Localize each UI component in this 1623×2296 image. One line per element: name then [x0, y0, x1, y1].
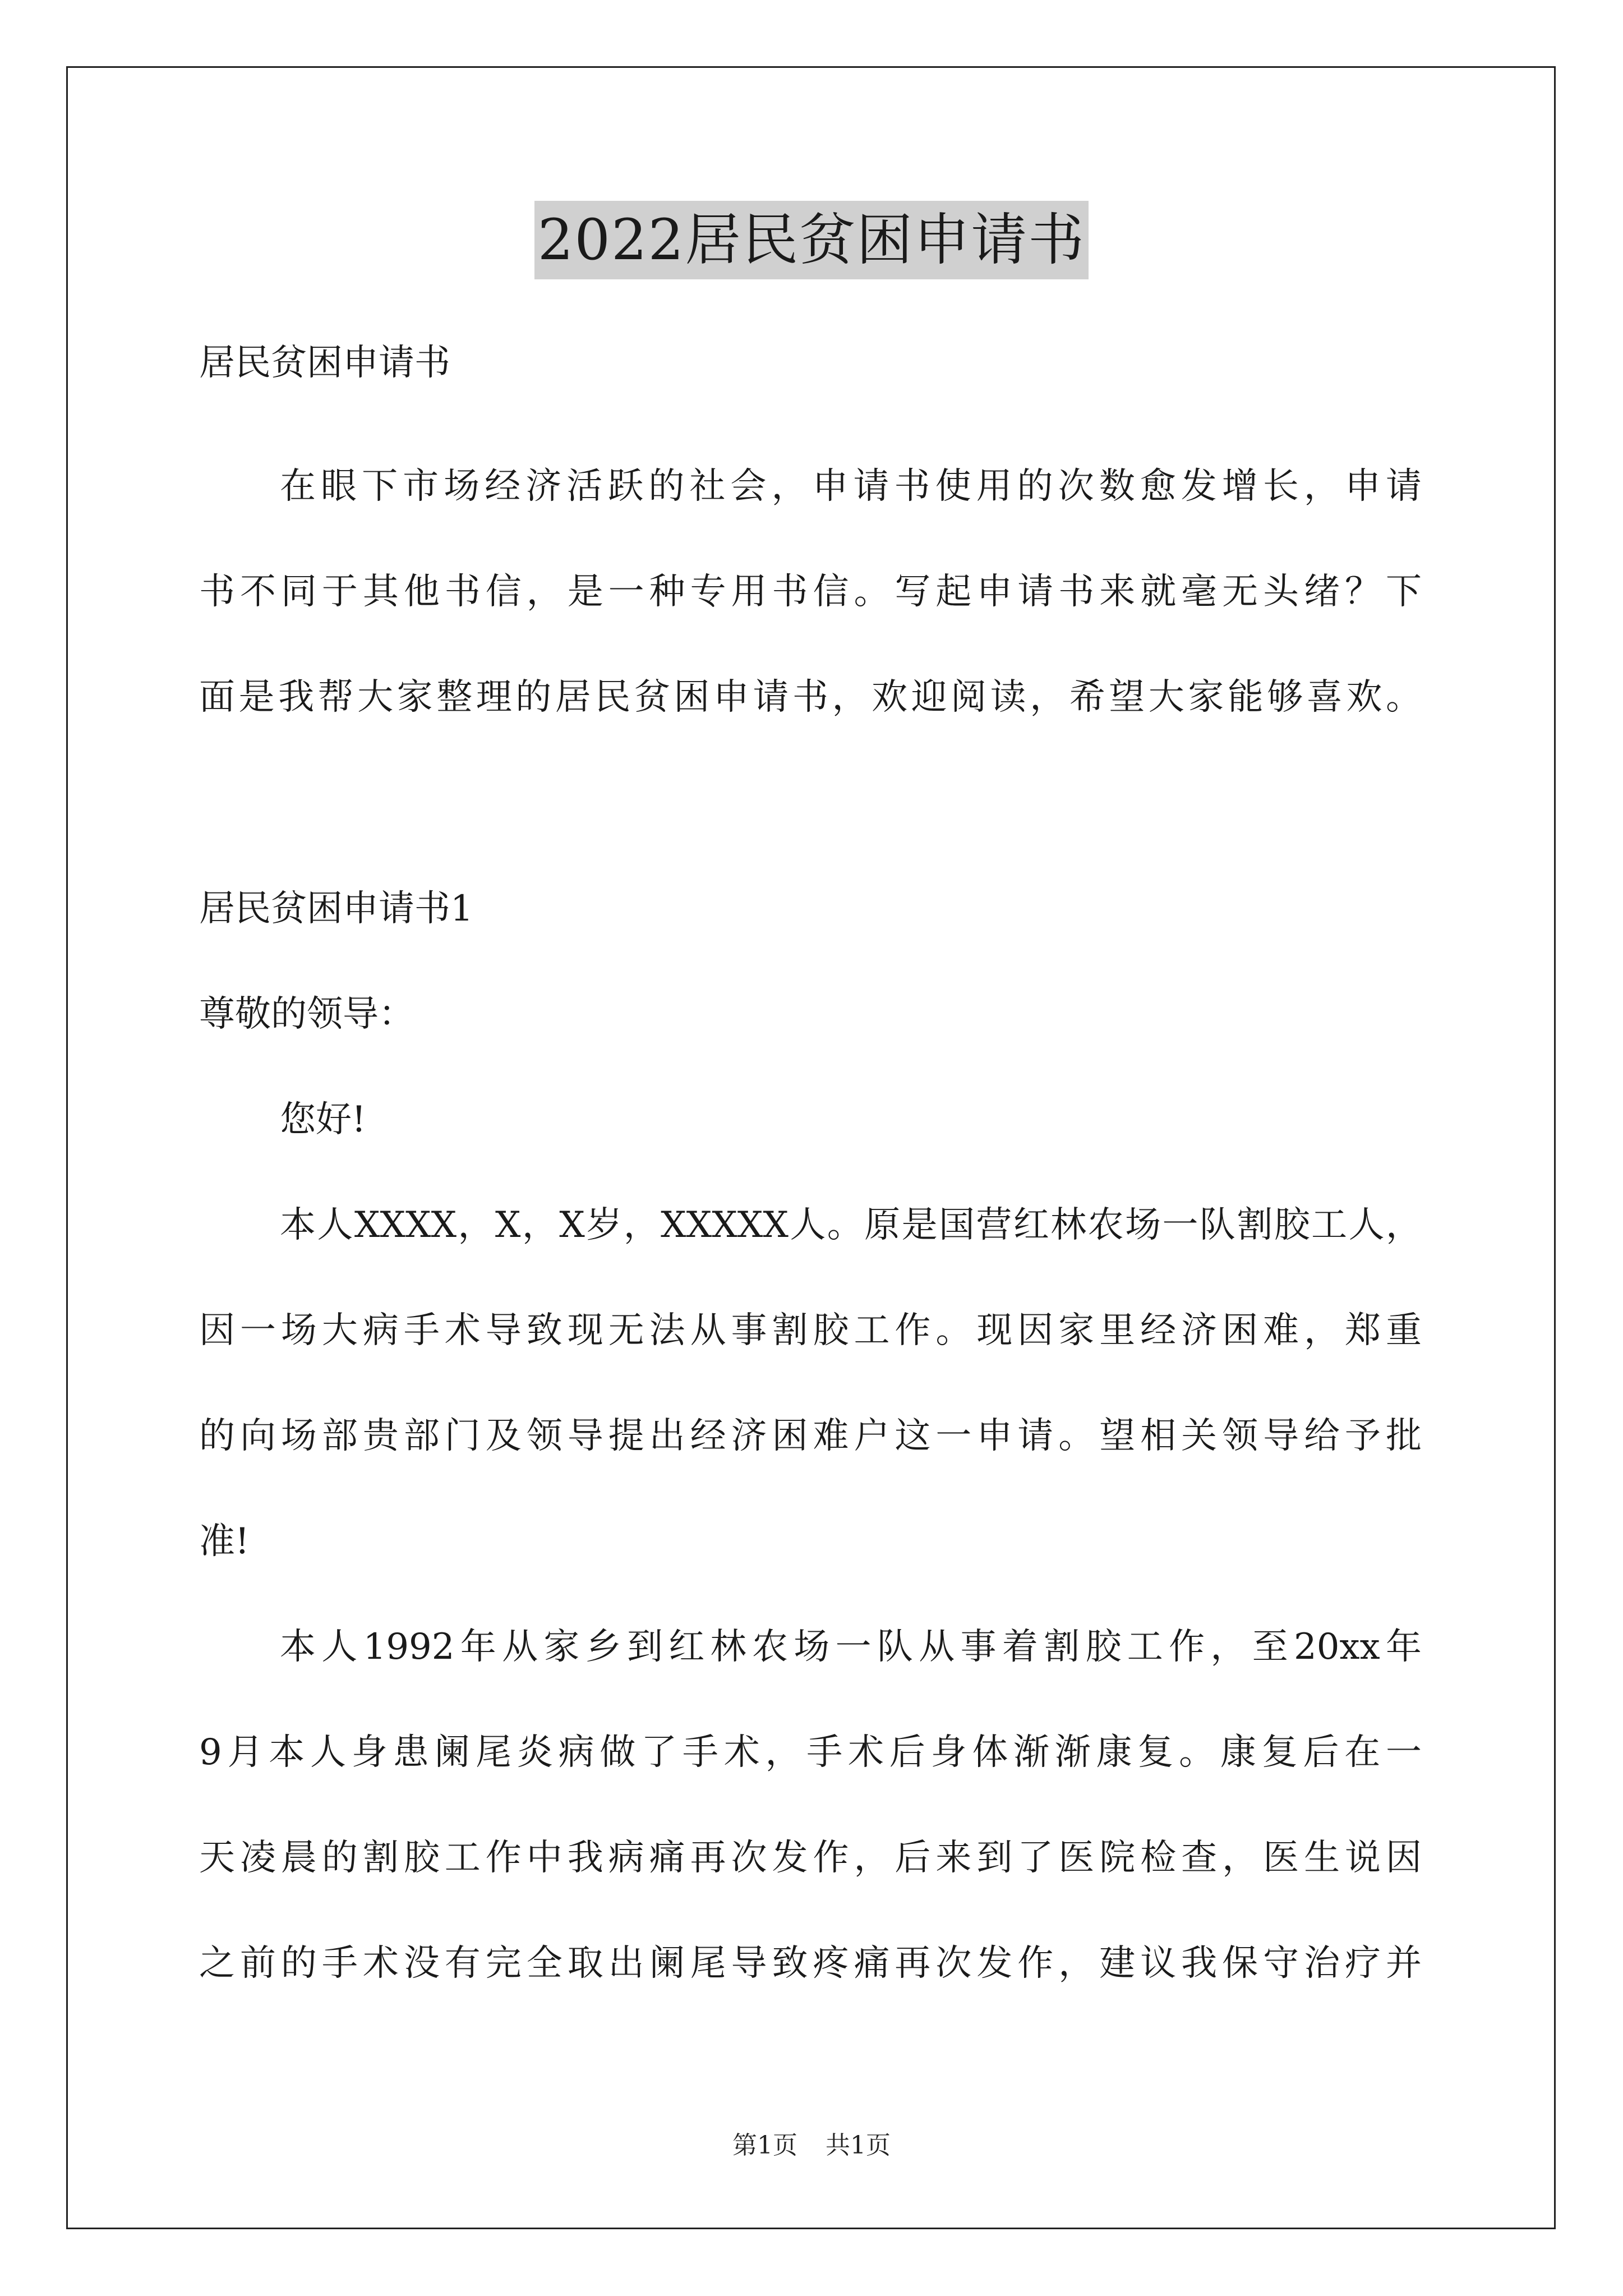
paragraph-line: 书不同于其他书信，是一种专用书信。写起申请书来就毫无头绪？下	[199, 571, 1422, 613]
page-border	[66, 66, 1556, 2229]
greeting: 您好!	[280, 1099, 366, 1140]
paragraph-line: 天凌晨的割胶工作中我病痛再次发作，后来到了医院检查，医生说因	[199, 1837, 1422, 1879]
paragraph-line: 面是我帮大家整理的居民贫困申请书，欢迎阅读，希望大家能够喜欢。	[199, 677, 1422, 718]
paragraph-line: 之前的手术没有完全取出阑尾导致疼痛再次发作，建议我保守治疗并	[199, 1943, 1422, 1984]
page-total: 共1页	[826, 2131, 891, 2160]
paragraph-line: 的向场部贵部门及领导提出经济困难户这一申请。望相关领导给予批	[199, 1415, 1422, 1457]
paragraph-line: 因一场大病手术导致现无法从事割胶工作。现因家里经济困难，郑重	[199, 1310, 1422, 1351]
paragraph-line: 本人1992年从家乡到红林农场一队从事着割胶工作，至20xx年	[280, 1626, 1422, 1668]
title-container	[0, 201, 1623, 279]
page-footer	[0, 2129, 1623, 2162]
paragraph-line: 在眼下市场经济活跃的社会，申请书使用的次数愈发增长，申请	[280, 466, 1422, 507]
section-heading: 居民贫困申请书1	[199, 888, 473, 930]
paragraph-line: 9月本人身患阑尾炎病做了手术，手术后身体渐渐康复。康复后在一	[199, 1732, 1422, 1773]
paragraph-line: 本人XXXX，X，X岁，XXXXX人。原是国营红林农场一队割胶工人，	[280, 1204, 1422, 1246]
salutation: 尊敬的领导：	[199, 993, 414, 1035]
document-title: 2022居民贫困申请书	[534, 201, 1089, 279]
section-heading: 居民贫困申请书	[199, 342, 450, 384]
page-number: 第1页	[732, 2131, 797, 2160]
paragraph-line: 准!	[199, 1521, 250, 1562]
